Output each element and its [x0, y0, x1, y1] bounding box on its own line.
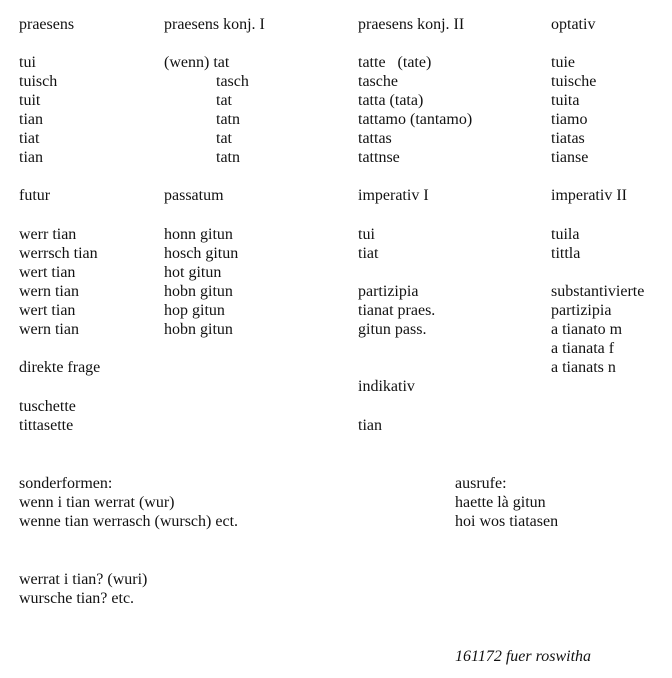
header-imperativ-2: imperativ II [551, 187, 627, 204]
passatum-form: hosch gitun [164, 245, 239, 262]
direkte-frage-form: tittasette [19, 417, 74, 434]
header-substantivierte: substantivierte [551, 283, 645, 300]
header-direkte-frage: direkte frage [19, 359, 101, 376]
praesens-konj-1-form: tat [216, 92, 232, 109]
praesens-form: tian [19, 111, 43, 128]
optativ-form: tuie [551, 54, 575, 71]
praesens-form: tiat [19, 130, 40, 147]
ausrufe-line: hoi wos tiatasen [455, 513, 559, 530]
substantivierte-form: a tianato m [551, 321, 623, 338]
frage-line: wursche tian? etc. [19, 590, 135, 607]
header-praesens: praesens [19, 16, 75, 33]
header-ausrufe: ausrufe: [455, 475, 507, 492]
passatum-form: hobn gitun [164, 321, 233, 338]
praesens-form: tuit [19, 92, 41, 109]
sonderformen-line: wenn i tian werrat (wur) [19, 494, 175, 511]
imperativ-2-form: tuila [551, 226, 580, 243]
passatum-form: honn gitun [164, 226, 233, 243]
praesens-form: tian [19, 149, 43, 166]
praesens-form: tui [19, 54, 36, 71]
praesens-konj-1-form: tatn [216, 111, 240, 128]
praesens-konj-2-form: tatte (tate) [358, 54, 432, 71]
optativ-form: tiatas [551, 130, 585, 147]
sonderformen-line: wenne tian werrasch (wursch) ect. [19, 513, 239, 530]
header-imperativ-1: imperativ I [358, 187, 429, 204]
praesens-konj-2-form: tatta (tata) [358, 92, 424, 109]
header-sonderformen: sonderformen: [19, 475, 113, 492]
praesens-konj-1-form: tat [216, 130, 232, 147]
substantivierte-form: partizipia [551, 302, 612, 319]
frage-line: werrat i tian? (wuri) [19, 571, 148, 588]
imperativ-2-form: tittla [551, 245, 581, 262]
passatum-form: hot gitun [164, 264, 222, 281]
partizipia-form: gitun pass. [358, 321, 427, 338]
praesens-konj-1-form: (wenn) tat [164, 54, 230, 71]
ausrufe-line: haette là gitun [455, 494, 546, 511]
partizipia-form: tianat praes. [358, 302, 436, 319]
passatum-form: hobn gitun [164, 283, 233, 300]
passatum-form: hop gitun [164, 302, 225, 319]
header-indikativ: indikativ [358, 378, 415, 395]
praesens-konj-2-form: tasche [358, 73, 398, 90]
praesens-konj-2-form: tattnse [358, 149, 400, 166]
optativ-form: tianse [551, 149, 589, 166]
futur-form: wert tian [19, 264, 76, 281]
header-futur: futur [19, 187, 51, 204]
optativ-form: tuita [551, 92, 580, 109]
futur-form: werrsch tian [19, 245, 98, 262]
substantivierte-form: a tianata f [551, 340, 615, 357]
header-passatum: passatum [164, 187, 224, 204]
praesens-konj-1-form: tasch [216, 73, 249, 90]
optativ-form: tiamo [551, 111, 588, 128]
substantivierte-form: a tianats n [551, 359, 616, 376]
imperativ-1-form: tiat [358, 245, 379, 262]
imperativ-1-form: tui [358, 226, 375, 243]
futur-form: werr tian [19, 226, 77, 243]
footer-dedication: 161172 fuer roswitha [455, 648, 592, 665]
optativ-form: tuische [551, 73, 597, 90]
futur-form: wern tian [19, 321, 79, 338]
header-praesens-konj-2: praesens konj. II [358, 16, 465, 33]
direkte-frage-form: tuschette [19, 398, 76, 415]
praesens-konj-1-form: tatn [216, 149, 240, 166]
praesens-konj-2-form: tattamo (tantamo) [358, 111, 473, 128]
header-optativ: optativ [551, 16, 596, 33]
indikativ-form: tian [358, 417, 382, 434]
futur-form: wert tian [19, 302, 76, 319]
header-partizipia: partizipia [358, 283, 419, 300]
header-praesens-konj-1: praesens konj. I [164, 16, 265, 33]
praesens-form: tuisch [19, 73, 58, 90]
praesens-konj-2-form: tattas [358, 130, 392, 147]
futur-form: wern tian [19, 283, 79, 300]
